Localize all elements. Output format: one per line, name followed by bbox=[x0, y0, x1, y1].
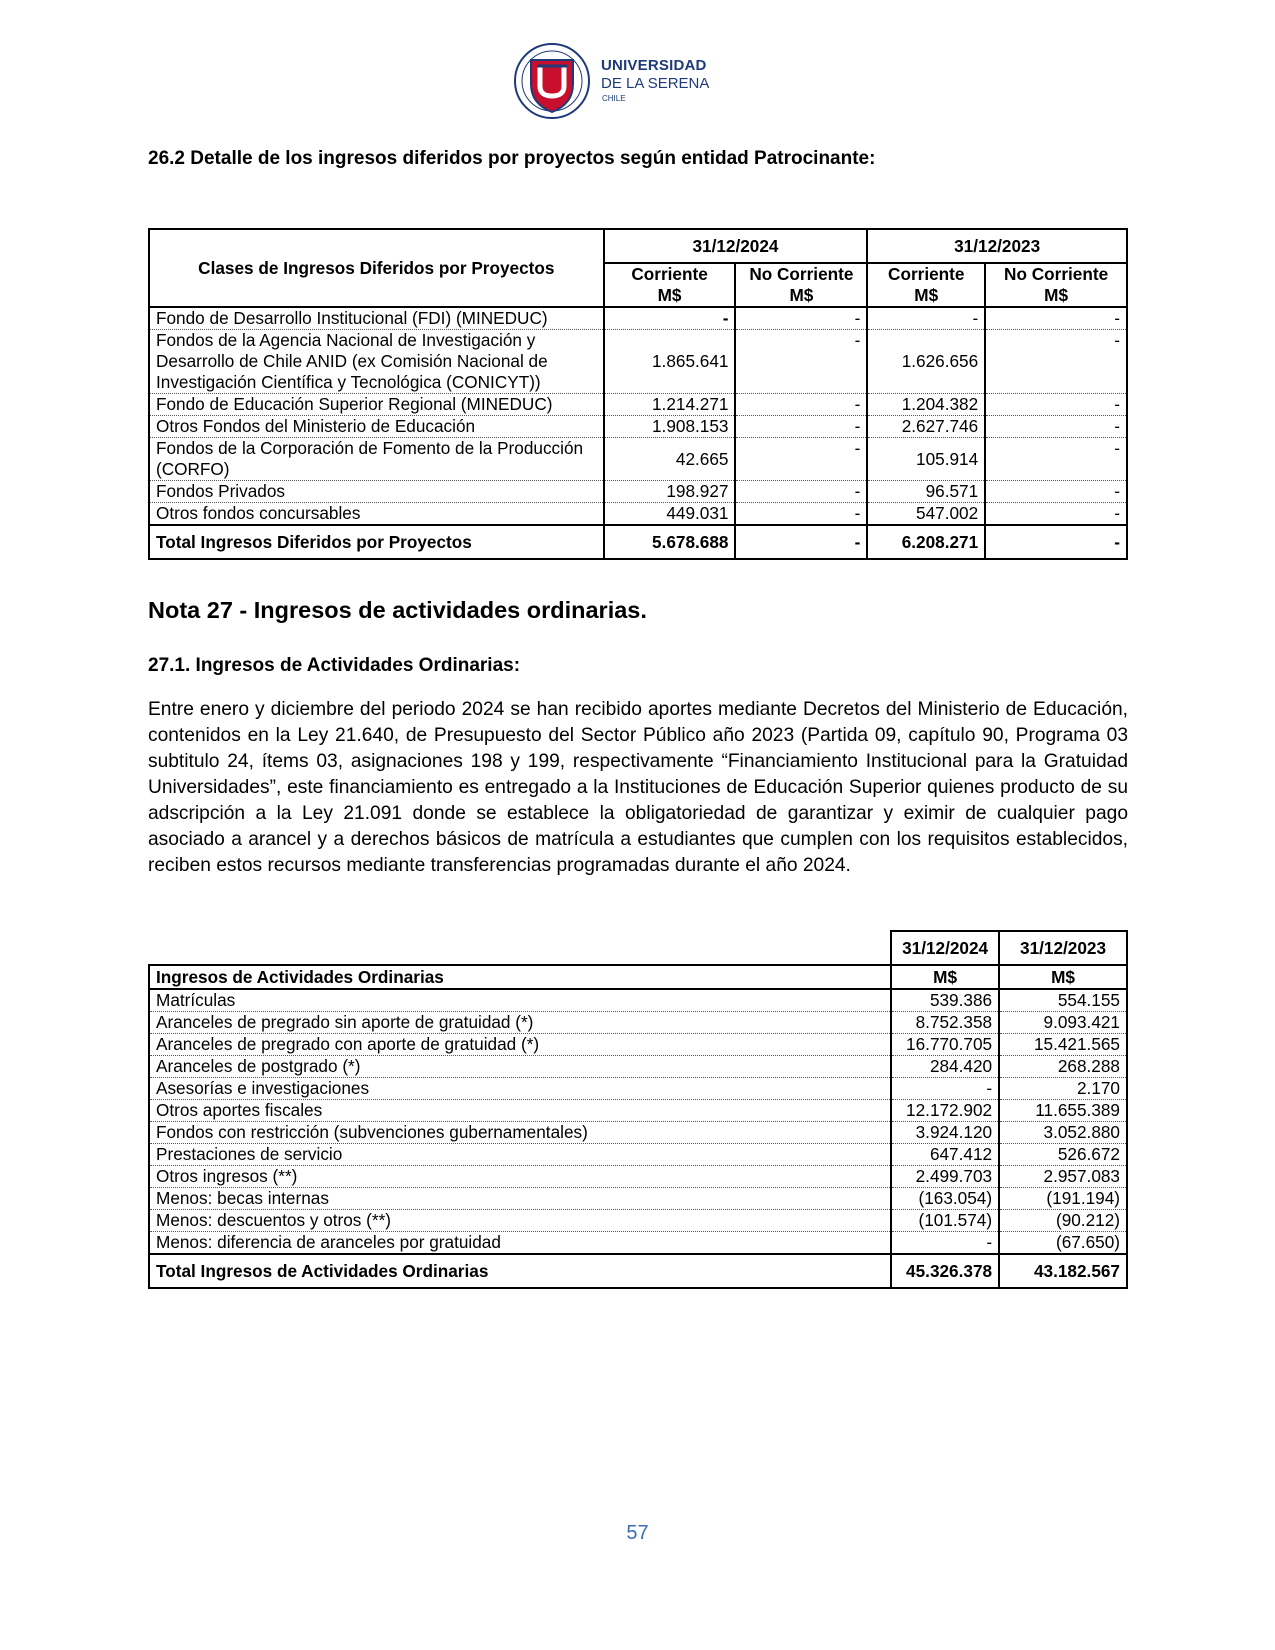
corriente-2023-header: Corriente M$ bbox=[867, 263, 985, 307]
table-row: Fondos Privados 198.927 - 96.571 - bbox=[149, 481, 1127, 503]
table-row: Aranceles de pregrado sin aporte de gratuidad (*) 8.752.358 9.093.421 bbox=[149, 1012, 1127, 1034]
university-logo bbox=[513, 42, 713, 120]
total-row: Total Ingresos Diferidos por Proyectos 5.678.688 - 6.208.271 - bbox=[149, 525, 1127, 559]
logo-line-3: CHILE bbox=[602, 94, 626, 103]
table-row: Matrículas 539.386 554.155 bbox=[149, 989, 1127, 1012]
table-row: Aranceles de pregrado con aporte de gratuidad (*) 16.770.705 15.421.565 bbox=[149, 1034, 1127, 1056]
unit-2023-header: M$ bbox=[999, 965, 1127, 989]
deferred-income-table bbox=[148, 228, 1128, 560]
table-row: Fondo de Educación Superior Regional (MINEDUC) 1.214.271 - 1.204.382 - bbox=[149, 394, 1127, 416]
year-2023-header: 31/12/2023 bbox=[999, 931, 1127, 965]
total-row: Total Ingresos de Actividades Ordinarias 45.326.378 43.182.567 bbox=[149, 1254, 1127, 1288]
row-label-header: Ingresos de Actividades Ordinarias bbox=[149, 965, 891, 989]
corriente-2024-header: Corriente M$ bbox=[604, 263, 736, 307]
no-corriente-2023-header: No Corriente M$ bbox=[985, 263, 1127, 307]
table-row: Otros ingresos (**) 2.499.703 2.957.083 bbox=[149, 1166, 1127, 1188]
nota-27-paragraph: Entre enero y diciembre del periodo 2024 se han recibido aportes mediante Decretos del Ministerio de Educación, contenidos en la Ley 21.640, de Presupuesto del Sector Público año 2023 (Partida 09, capítulo 90, Programa 03 subtitulo 24, ítems 03, asignaciones 198 y 199, respectivamente “Financiamiento Institucional para la Gratuidad Universidades”, este financiamiento es entregado a la Instituciones de Educación Superior quienes producto de su adscripción a la Ley 21.091 donde se establece la obligatoriedad de garantizar y eximir de cualquier pago asociado a arancel y a derechos básicos de matrícula a estudiantes que cumplen con los requisitos establecidos, reciben estos recursos mediante transferencias programadas durante el año 2024. bbox=[148, 699, 1128, 876]
page-number: 57 bbox=[626, 1522, 649, 1544]
table-row: Fondos de la Agencia Nacional de Investigación y Desarrollo de Chile ANID (ex Comisión Nacional de Investigación Científica y Tecnológica (CONICYT)) 1.865.641 - 1.626.656 - bbox=[149, 330, 1127, 394]
section-26-2-title: 26.2 Detalle de los ingresos diferidos por proyectos según entidad Patrocinante: bbox=[148, 148, 876, 169]
no-corriente-2024-header: No Corriente M$ bbox=[735, 263, 867, 307]
table-row: Otros aportes fiscales 12.172.902 11.655.389 bbox=[149, 1100, 1127, 1122]
table-row: Asesorías e investigaciones - 2.170 bbox=[149, 1078, 1127, 1100]
row-label-header: Clases de Ingresos Diferidos por Proyectos bbox=[149, 229, 604, 307]
table-row: Menos: descuentos y otros (**) (101.574) (90.212) bbox=[149, 1210, 1127, 1232]
table-row: Fondos de la Corporación de Fomento de la Producción (CORFO) 42.665 - 105.914 - bbox=[149, 438, 1127, 481]
unit-2024-header: M$ bbox=[891, 965, 999, 989]
table-row: Fondos con restricción (subvenciones gubernamentales) 3.924.120 3.052.880 bbox=[149, 1122, 1127, 1144]
logo-line-2: DE LA SERENA bbox=[601, 75, 710, 92]
university-seal-icon bbox=[513, 42, 593, 120]
table-row: Menos: becas internas (163.054) (191.194) bbox=[149, 1188, 1127, 1210]
section-27-1-title: 27.1. Ingresos de Actividades Ordinarias: bbox=[148, 655, 521, 676]
table-row: Prestaciones de servicio 647.412 526.672 bbox=[149, 1144, 1127, 1166]
year-2024-header: 31/12/2024 bbox=[891, 931, 999, 965]
table-row: Otros Fondos del Ministerio de Educación 1.908.153 - 2.627.746 - bbox=[149, 416, 1127, 438]
ordinary-income-table bbox=[148, 930, 1128, 1289]
year-2023-header: 31/12/2023 bbox=[867, 229, 1127, 263]
logo-line-1: UNIVERSIDAD bbox=[601, 57, 707, 74]
table-row: Menos: diferencia de aranceles por gratuidad - (67.650) bbox=[149, 1232, 1127, 1255]
table-row: Aranceles de postgrado (*) 284.420 268.288 bbox=[149, 1056, 1127, 1078]
table-row: Fondo de Desarrollo Institucional (FDI) (MINEDUC) - - - - bbox=[149, 307, 1127, 330]
table-row: Otros fondos concursables 449.031 - 547.002 - bbox=[149, 503, 1127, 526]
nota-27-title: Nota 27 - Ingresos de actividades ordinarias. bbox=[148, 597, 647, 623]
year-2024-header: 31/12/2024 bbox=[604, 229, 868, 263]
